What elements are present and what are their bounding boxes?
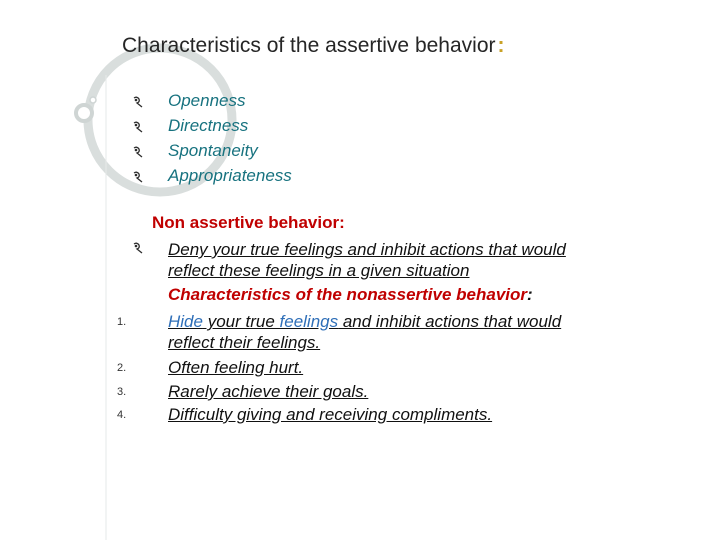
characteristics-heading-text: Characteristics of the nonassertive behavior xyxy=(168,285,528,304)
slide-title xyxy=(122,34,505,58)
bullet-icon xyxy=(133,146,144,158)
definition-line-1: Deny your true feelings and inhibit actions that would xyxy=(168,240,566,259)
non-assertive-heading: Non assertive behavior: xyxy=(152,213,345,232)
item-1-text-1: your true xyxy=(202,312,280,331)
item-1-text-2: and inhibit actions that would xyxy=(338,312,562,331)
word-hide: Hide xyxy=(168,312,203,331)
characteristics-colon: : xyxy=(527,285,533,304)
bullet-icon xyxy=(133,121,144,133)
bullet-icon xyxy=(133,96,144,108)
title-colon: : xyxy=(497,34,505,57)
small-ring xyxy=(76,105,92,121)
title-text: Characteristics of the assertive behavior xyxy=(122,34,496,57)
item-4-text: Difficulty giving and receiving compliments. xyxy=(168,405,493,424)
item-1-line-1 xyxy=(168,312,561,331)
item-number-2: 2. xyxy=(117,362,127,374)
tiny-ring xyxy=(90,97,96,103)
bullet-icon xyxy=(133,171,144,183)
item-number-3: 3. xyxy=(117,386,127,398)
trait-spontaneity: Spontaneity xyxy=(168,141,258,160)
trait-directness: Directness xyxy=(168,116,249,135)
word-feelings: feelings xyxy=(279,312,339,331)
item-3-text: Rarely achieve their goals. xyxy=(168,382,369,401)
trait-appropriateness: Appropriateness xyxy=(168,166,292,185)
definition-line-2: reflect these feelings in a given situation xyxy=(168,261,470,280)
item-number-4: 4. xyxy=(117,409,127,421)
characteristics-heading xyxy=(168,285,533,305)
item-number-1: 1. xyxy=(117,316,127,328)
item-1-line-2: reflect their feelings. xyxy=(168,333,321,352)
bullet-icon xyxy=(133,242,144,254)
trait-openness: Openness xyxy=(168,91,246,110)
item-2-text: Often feeling hurt. xyxy=(168,358,304,377)
